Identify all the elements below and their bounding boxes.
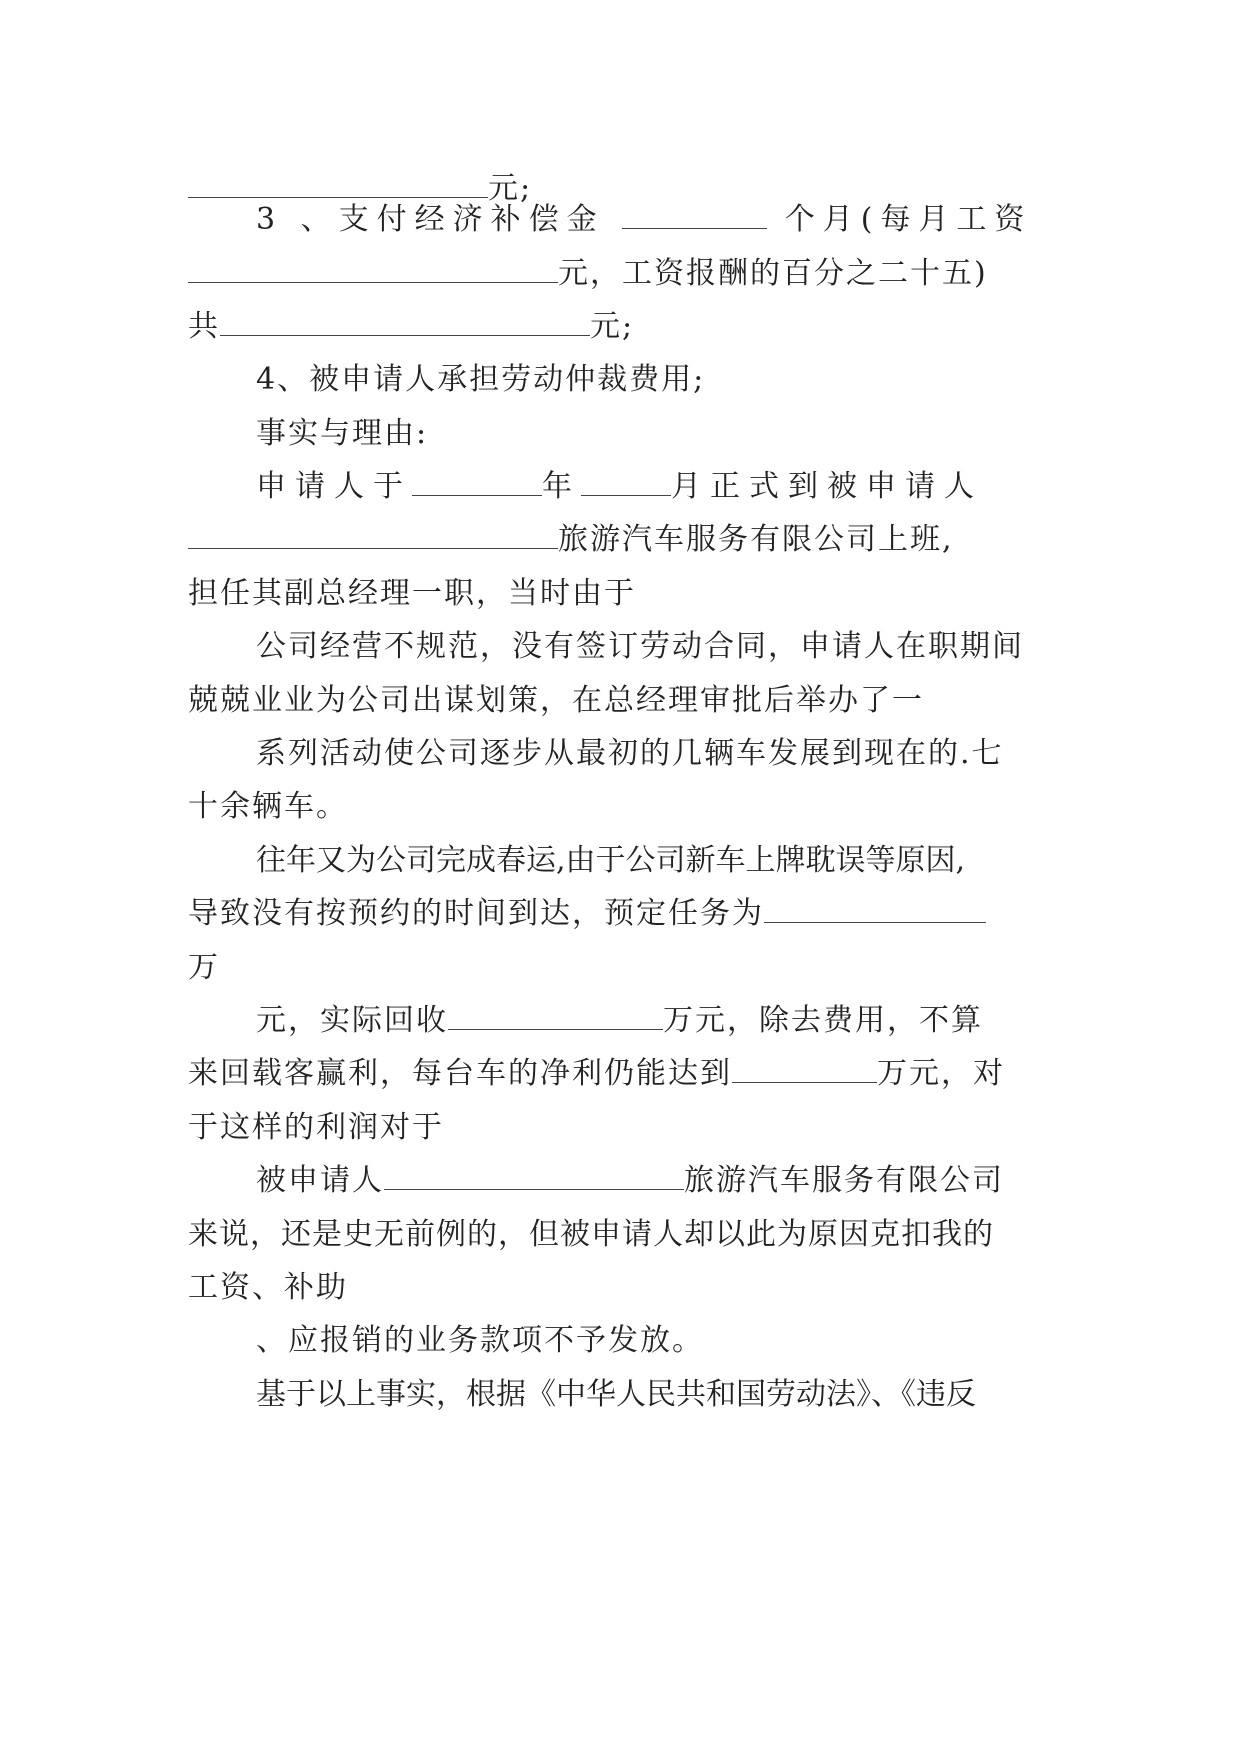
line-22 <box>188 1266 1058 1310</box>
line-text: 元; <box>590 309 635 344</box>
line-16 <box>188 946 1058 990</box>
blank-field <box>220 305 590 336</box>
line-19 <box>188 1106 1058 1150</box>
line-text: 元; <box>488 171 533 206</box>
blank-field <box>188 252 558 283</box>
line-text: 基于以上事实，根据《中华人民共和国劳动法》、《违反 <box>256 1377 976 1412</box>
line-text: 事实与理由: <box>256 416 429 451</box>
blank-field <box>581 465 671 496</box>
line-text: 兢兢业业为公司出谋划策，在总经理审批后举办了一 <box>188 683 924 718</box>
line-text: 、应报销的业务款项不予发放。 <box>256 1323 704 1358</box>
line-4 <box>188 305 1058 349</box>
line-text: 申请人于 <box>256 469 412 504</box>
line-21 <box>188 1213 1058 1257</box>
line-text: 月正式到被申请人 <box>671 469 983 504</box>
line-9 <box>188 572 1058 616</box>
line-text: 来回载客赢利，每台车的净利仍能达到 <box>188 1056 732 1091</box>
line-13 <box>188 785 1058 829</box>
line-text: 旅游汽车服务有限公司上班, <box>558 522 954 557</box>
line-24 <box>256 1373 1058 1417</box>
line-12 <box>256 732 1058 776</box>
line-14 <box>256 839 1058 883</box>
blank-field <box>622 198 767 229</box>
blank-field <box>188 518 558 549</box>
line-text: 元，实际回收 <box>256 1003 448 1038</box>
line-7 <box>256 465 1058 509</box>
line-text: 个月(每月工资 <box>784 202 1033 237</box>
blank-field <box>412 465 542 496</box>
line-text: 导致没有按预约的时间到达，预定任务为 <box>188 896 764 931</box>
line-text: 系列活动使公司逐步从最初的几辆车发展到现在的.七 <box>256 736 1004 771</box>
line-text: 往年又为公司完成春运,由于公司新车上牌耽误等原因, <box>256 843 966 878</box>
blank-field <box>384 1159 684 1190</box>
line-text: 元，工资报酬的百分之二十五) <box>558 256 988 291</box>
line-6 <box>256 412 1058 456</box>
line-5 <box>256 358 1058 402</box>
line-text: 万元，对 <box>877 1056 1005 1091</box>
line-18 <box>188 1052 1058 1096</box>
line-text: 4、被申请人承担劳动仲裁费用; <box>256 362 706 397</box>
line-text: 十余辆车。 <box>188 789 348 824</box>
line-2 <box>256 198 1058 242</box>
blank-field <box>732 1052 877 1083</box>
line-text: 公司经营不规范，没有签订劳动合同，申请人在职期间 <box>256 629 1024 664</box>
line-3 <box>188 252 1058 296</box>
line-17 <box>256 999 1058 1043</box>
line-text: 年 <box>542 469 581 504</box>
blank-field <box>448 999 663 1030</box>
line-text: 共 <box>188 309 220 344</box>
blank-field <box>764 892 986 923</box>
line-text: 工资、补助 <box>188 1270 348 1305</box>
line-text: 被申请人 <box>256 1163 384 1198</box>
line-text: 万 <box>188 950 220 985</box>
line-11 <box>188 679 1058 723</box>
line-text: 万元，除去费用，不算 <box>663 1003 983 1038</box>
line-20 <box>256 1159 1058 1203</box>
line-15 <box>188 892 1058 936</box>
line-23 <box>256 1319 1058 1363</box>
line-8 <box>188 518 1058 562</box>
blank-field <box>188 167 488 198</box>
line-text: 来说，还是史无前例的，但被申请人却以此为原因克扣我的 <box>188 1217 994 1252</box>
line-text: 3 、支付经济补偿金 <box>256 202 605 237</box>
line-text: 旅游汽车服务有限公司 <box>684 1163 1004 1198</box>
line-text: 于这样的利润对于 <box>188 1110 444 1145</box>
line-10 <box>256 625 1058 669</box>
line-text: 担任其副总经理一职，当时由于 <box>188 576 636 611</box>
